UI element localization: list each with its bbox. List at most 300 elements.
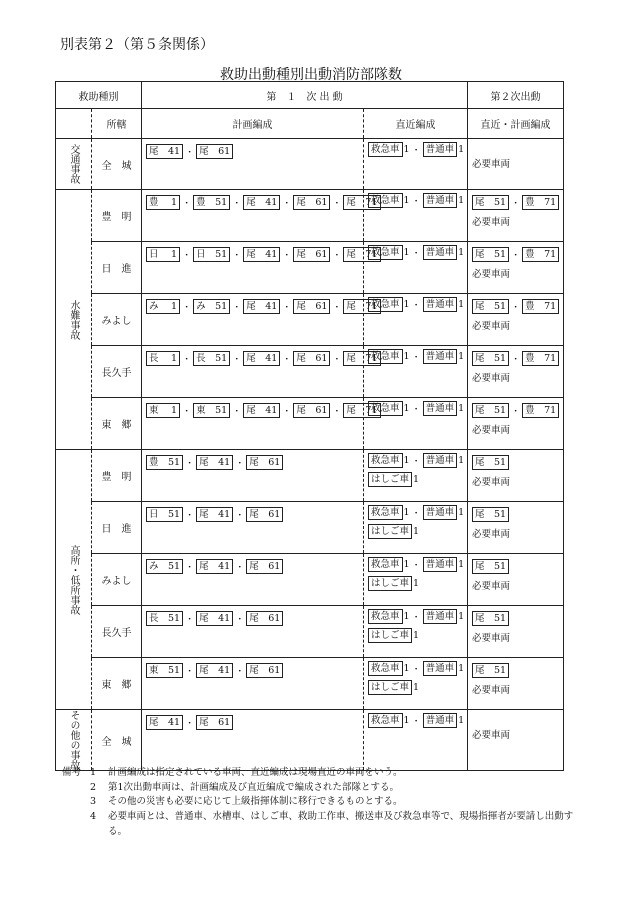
- vehicle-count: 1: [458, 611, 465, 622]
- unit-box: 尾 61: [246, 663, 283, 678]
- vehicle-count: 1: [458, 715, 465, 726]
- unit-box: 尾 41: [146, 715, 183, 730]
- unit-box: 尾 51: [472, 247, 509, 262]
- nearest-line: [368, 142, 463, 157]
- header-row-2: [56, 109, 564, 139]
- vehicle-box: 救急車: [368, 193, 403, 208]
- nearest-line: [368, 505, 463, 520]
- vehicle-count: 1: [403, 144, 410, 155]
- unit-box: 尾 41: [243, 195, 280, 210]
- vehicle-box: はしご車: [368, 680, 412, 695]
- nearest-cell: [364, 606, 468, 658]
- notes-row-1: [62, 766, 582, 781]
- unit-box: 豊 71: [522, 299, 559, 314]
- vehicle-box: はしご車: [368, 628, 412, 643]
- vehicle-count: 1: [458, 247, 465, 258]
- area-name: 日 進: [92, 242, 142, 294]
- required-vehicles: 必要車両: [472, 159, 511, 170]
- col-header-first: 第 １ 次 出 動: [142, 82, 468, 109]
- separator: ・: [182, 355, 192, 365]
- separator: ・: [182, 303, 192, 313]
- vehicle-box: 救急車: [368, 557, 403, 572]
- unit-box: 長 1: [146, 351, 180, 366]
- vehicle-box: 普通車: [423, 349, 458, 364]
- required-vehicles: 必要車両: [472, 633, 511, 644]
- notes-row-3: [62, 795, 582, 810]
- separator: ・: [511, 251, 521, 261]
- vehicle-box: 救急車: [368, 713, 403, 728]
- group-name: その他の事故: [68, 710, 79, 770]
- separator: ・: [235, 667, 245, 677]
- unit-box: 尾 61: [246, 507, 283, 522]
- table-row: [56, 398, 564, 450]
- nearest-cell: [364, 398, 468, 450]
- nearest-cell: [364, 658, 468, 710]
- separator: ・: [411, 301, 421, 311]
- required-vehicles: 必要車両: [472, 730, 511, 741]
- separator: ・: [235, 459, 245, 469]
- vehicle-box: 普通車: [423, 661, 458, 676]
- unit-box: み 51: [146, 559, 183, 574]
- table-row: [56, 242, 564, 294]
- nearest-line: [368, 472, 463, 487]
- required-vehicles: 必要車両: [472, 217, 511, 228]
- vehicle-box: 救急車: [368, 661, 403, 676]
- unit-box: 日 51: [193, 247, 230, 262]
- area-name: 東 郷: [92, 398, 142, 450]
- unit-box: 豊 71: [522, 195, 559, 210]
- separator: ・: [511, 355, 521, 365]
- vehicle-box: 普通車: [423, 401, 458, 416]
- unit-box: み 1: [146, 299, 180, 314]
- nearest-cell: [364, 242, 468, 294]
- plan-cell: [142, 139, 364, 190]
- notes-label: 備考: [62, 767, 82, 778]
- second-units: [472, 611, 559, 626]
- second-units: [472, 559, 559, 574]
- separator: ・: [182, 251, 192, 261]
- plan-units: [146, 663, 359, 678]
- unit-box: 尾 41: [243, 351, 280, 366]
- separator: ・: [511, 303, 521, 313]
- vehicle-box: 普通車: [423, 609, 458, 624]
- separator: ・: [282, 303, 292, 313]
- nearest-line: [368, 680, 463, 695]
- vehicle-box: 普通車: [423, 142, 458, 157]
- required-vehicles: 必要車両: [472, 321, 511, 332]
- separator: ・: [185, 719, 195, 729]
- second-units: [472, 195, 559, 210]
- vehicle-count: 1: [413, 474, 420, 485]
- table-row: [56, 346, 564, 398]
- table-row: [56, 554, 564, 606]
- note-text: 必要車両とは、普通車、水槽車、はしご車、救助工作車、搬送車及び救急車等で、現場指揮者が要請し出動する。: [108, 811, 574, 837]
- second-cell: [468, 710, 564, 771]
- vehicle-box: 普通車: [423, 297, 458, 312]
- separator: ・: [411, 405, 421, 415]
- second-cell: [468, 242, 564, 294]
- vehicle-count: 1: [458, 507, 465, 518]
- plan-cell: [142, 346, 378, 398]
- table-row: [56, 139, 564, 190]
- vehicle-count: 1: [403, 715, 410, 726]
- second-cell: [468, 450, 564, 502]
- required-vehicles: 必要車両: [472, 685, 511, 696]
- unit-box: 尾 71: [343, 403, 380, 418]
- vehicle-box: 救急車: [368, 349, 403, 364]
- area-name: 日 進: [92, 502, 142, 554]
- separator: ・: [332, 355, 342, 365]
- unit-box: 尾 61: [246, 455, 283, 470]
- group-name: 水難事故: [68, 299, 79, 340]
- separator: ・: [185, 667, 195, 677]
- vehicle-count: 1: [413, 526, 420, 537]
- vehicle-box: 救急車: [368, 297, 403, 312]
- separator: ・: [232, 303, 242, 313]
- unit-box: 豊 51: [193, 195, 230, 210]
- separator: ・: [411, 146, 421, 156]
- notes: [62, 766, 582, 840]
- nearest-cell: [364, 710, 468, 771]
- unit-box: 豊 1: [146, 195, 180, 210]
- plan-units: [146, 299, 378, 314]
- table-row: [56, 294, 564, 346]
- group-cell: [56, 450, 92, 710]
- table-row: [56, 190, 564, 242]
- second-cell: [468, 658, 564, 710]
- vehicle-count: 1: [413, 630, 420, 641]
- separator: ・: [411, 457, 421, 467]
- vehicle-count: 1: [403, 247, 410, 258]
- header-row-1: [56, 82, 564, 109]
- separator: ・: [185, 148, 195, 158]
- nearest-cell: [364, 294, 468, 346]
- vehicle-count: 1: [458, 351, 465, 362]
- vehicle-box: 普通車: [423, 713, 458, 728]
- separator: ・: [411, 717, 421, 727]
- table-row: [56, 450, 564, 502]
- second-units: [472, 247, 559, 262]
- second-units: [472, 299, 559, 314]
- vehicle-box: はしご車: [368, 472, 412, 487]
- required-vehicles: 必要車両: [472, 425, 511, 436]
- area-name: 全 城: [92, 710, 142, 771]
- col-header-second: 第２次出動: [468, 82, 564, 109]
- vehicle-box: 救急車: [368, 142, 403, 157]
- notes-row-2: [62, 781, 582, 796]
- unit-box: み 51: [193, 299, 230, 314]
- area-name: 長久手: [92, 346, 142, 398]
- second-cell: [468, 346, 564, 398]
- separator: ・: [232, 355, 242, 365]
- plan-units: [146, 247, 378, 262]
- note-number: 1: [90, 767, 97, 778]
- unit-box: 尾 41: [243, 247, 280, 262]
- required-vehicles: 必要車両: [472, 529, 511, 540]
- separator: ・: [185, 615, 195, 625]
- nearest-line: [368, 576, 463, 591]
- unit-box: 尾 51: [472, 195, 509, 210]
- unit-box: 尾 51: [472, 611, 509, 626]
- vehicle-box: はしご車: [368, 576, 412, 591]
- nearest-cell: [364, 346, 468, 398]
- plan-units: [146, 455, 359, 470]
- plan-cell: [142, 710, 364, 771]
- separator: ・: [511, 199, 521, 209]
- vehicle-count: 1: [403, 195, 410, 206]
- dispatch-table: [55, 81, 564, 771]
- vehicle-count: 1: [403, 507, 410, 518]
- plan-cell: [142, 294, 378, 346]
- required-vehicles: 必要車両: [472, 581, 511, 592]
- note-text: 第1次出動車両は、計画編成及び直近編成で編成された部隊とする。: [108, 781, 400, 793]
- required-vehicles: 必要車両: [472, 269, 511, 280]
- separator: ・: [332, 303, 342, 313]
- second-cell: [468, 606, 564, 658]
- vehicle-count: 1: [403, 559, 410, 570]
- plan-units: [146, 195, 378, 210]
- separator: ・: [232, 199, 242, 209]
- unit-box: 尾 61: [293, 403, 330, 418]
- unit-box: 尾 61: [196, 144, 233, 159]
- vehicle-count: 1: [403, 455, 410, 466]
- vehicle-box: はしご車: [368, 524, 412, 539]
- col-header-type: 救助種別: [56, 82, 142, 109]
- plan-cell: [142, 190, 378, 242]
- separator: ・: [235, 563, 245, 573]
- vehicle-box: 普通車: [423, 193, 458, 208]
- nearest-line: [368, 297, 463, 312]
- second-cell: [468, 294, 564, 346]
- separator: ・: [411, 509, 421, 519]
- plan-units: [146, 403, 378, 418]
- note-text: 計画編成は指定されている車両、直近編成は現場直近の車両をいう。: [108, 767, 403, 778]
- second-units: [472, 403, 559, 418]
- separator: ・: [411, 197, 421, 207]
- plan-cell: [142, 242, 378, 294]
- table-row: [56, 606, 564, 658]
- second-cell: [468, 139, 564, 190]
- unit-box: 尾 41: [196, 611, 233, 626]
- unit-box: 尾 71: [343, 299, 380, 314]
- separator: ・: [235, 615, 245, 625]
- unit-box: 尾 61: [293, 247, 330, 262]
- unit-box: 長 51: [193, 351, 230, 366]
- nearest-line: [368, 713, 463, 728]
- second-cell: [468, 190, 564, 242]
- unit-box: 尾 51: [472, 455, 509, 470]
- note-number: 3: [90, 796, 97, 808]
- unit-box: 尾 41: [196, 507, 233, 522]
- separator: ・: [232, 407, 242, 417]
- unit-box: 尾 61: [293, 351, 330, 366]
- vehicle-box: 救急車: [368, 401, 403, 416]
- plan-units: [146, 351, 378, 366]
- nearest-line: [368, 609, 463, 624]
- unit-box: 尾 41: [196, 559, 233, 574]
- plan-cell: [142, 398, 378, 450]
- nearest-cell: [364, 502, 468, 554]
- separator: ・: [332, 251, 342, 261]
- group-name: 交通事故: [68, 144, 79, 184]
- area-name: みよし: [92, 554, 142, 606]
- area-name: 東 郷: [92, 658, 142, 710]
- unit-box: 日 51: [146, 507, 183, 522]
- nearest-line: [368, 453, 463, 468]
- vehicle-count: 1: [458, 299, 465, 310]
- plan-units: [146, 611, 359, 626]
- vehicle-box: 救急車: [368, 453, 403, 468]
- unit-box: 尾 51: [472, 663, 509, 678]
- required-vehicles: 必要車両: [472, 373, 511, 384]
- note-number: 2: [90, 781, 97, 793]
- required-vehicles: 必要車両: [472, 477, 511, 488]
- plan-units: [146, 507, 359, 522]
- col-header-blank: [56, 109, 92, 139]
- vehicle-count: 1: [403, 351, 410, 362]
- vehicle-count: 1: [403, 403, 410, 414]
- col-header-second-sub: 直近・計画編成: [468, 109, 564, 139]
- unit-box: 尾 61: [246, 611, 283, 626]
- separator: ・: [185, 459, 195, 469]
- unit-box: 尾 71: [343, 351, 380, 366]
- group-name: 高所・低所事故: [68, 544, 79, 615]
- plan-cell: [142, 658, 364, 710]
- unit-box: 尾 71: [343, 247, 380, 262]
- nearest-cell: [364, 450, 468, 502]
- separator: ・: [511, 407, 521, 417]
- group-cell: [56, 710, 92, 771]
- separator: ・: [411, 249, 421, 259]
- unit-box: 尾 61: [196, 715, 233, 730]
- separator: ・: [282, 199, 292, 209]
- group-cell: [56, 190, 92, 450]
- vehicle-count: 1: [458, 403, 465, 414]
- plan-cell: [142, 606, 364, 658]
- separator: ・: [282, 251, 292, 261]
- separator: ・: [411, 665, 421, 675]
- unit-box: 尾 61: [293, 195, 330, 210]
- second-units: [472, 455, 559, 470]
- plan-cell: [142, 450, 364, 502]
- unit-box: 東 51: [193, 403, 230, 418]
- note-number: 4: [90, 811, 97, 823]
- area-name: 豊 明: [92, 190, 142, 242]
- vehicle-count: 1: [458, 455, 465, 466]
- nearest-line: [368, 557, 463, 572]
- vehicle-count: 1: [458, 144, 465, 155]
- vehicle-box: 救急車: [368, 609, 403, 624]
- area-name: 全 城: [92, 139, 142, 190]
- unit-box: 豊 71: [522, 351, 559, 366]
- separator: ・: [232, 251, 242, 261]
- appendix-header: 別表第２（第５条関係）: [60, 37, 214, 53]
- unit-box: 長 51: [146, 611, 183, 626]
- vehicle-count: 1: [413, 682, 420, 693]
- vehicle-count: 1: [403, 663, 410, 674]
- vehicle-count: 1: [458, 663, 465, 674]
- notes-row-4: [62, 810, 582, 839]
- col-header-jurisdiction: 所轄: [92, 109, 142, 139]
- unit-box: 尾 41: [243, 299, 280, 314]
- plan-units: [146, 715, 359, 730]
- separator: ・: [332, 199, 342, 209]
- unit-box: 尾 41: [243, 403, 280, 418]
- unit-box: 尾 41: [146, 144, 183, 159]
- area-name: 豊 明: [92, 450, 142, 502]
- separator: ・: [411, 353, 421, 363]
- nearest-line: [368, 245, 463, 260]
- plan-cell: [142, 502, 364, 554]
- area-name: みよし: [92, 294, 142, 346]
- area-name: 長久手: [92, 606, 142, 658]
- vehicle-box: 普通車: [423, 505, 458, 520]
- table-row: [56, 710, 564, 771]
- second-cell: [468, 398, 564, 450]
- group-cell: [56, 139, 92, 190]
- second-units: [472, 507, 559, 522]
- unit-box: 尾 41: [196, 455, 233, 470]
- vehicle-box: 救急車: [368, 505, 403, 520]
- second-cell: [468, 502, 564, 554]
- unit-box: 日 1: [146, 247, 180, 262]
- separator: ・: [411, 613, 421, 623]
- nearest-line: [368, 524, 463, 539]
- unit-box: 尾 41: [196, 663, 233, 678]
- vehicle-count: 1: [458, 559, 465, 570]
- note-text: その他の災害も必要に応じて上級指揮体制に移行できるものとする。: [108, 796, 403, 808]
- vehicle-count: 1: [403, 611, 410, 622]
- nearest-cell: [364, 190, 468, 242]
- unit-box: 豊 51: [146, 455, 183, 470]
- table-title: 救助出動種別出動消防部隊数: [220, 67, 402, 83]
- unit-box: 尾 71: [343, 195, 380, 210]
- vehicle-count: 1: [458, 195, 465, 206]
- unit-box: 尾 61: [246, 559, 283, 574]
- col-header-plan: 計画編成: [142, 109, 364, 139]
- nearest-cell: [364, 554, 468, 606]
- separator: ・: [282, 355, 292, 365]
- unit-box: 尾 51: [472, 299, 509, 314]
- second-cell: [468, 554, 564, 606]
- separator: ・: [332, 407, 342, 417]
- unit-box: 尾 51: [472, 403, 509, 418]
- col-header-nearest: 直近編成: [364, 109, 468, 139]
- separator: ・: [235, 511, 245, 521]
- separator: ・: [411, 561, 421, 571]
- table-row: [56, 658, 564, 710]
- unit-box: 尾 61: [293, 299, 330, 314]
- nearest-line: [368, 628, 463, 643]
- vehicle-box: 救急車: [368, 245, 403, 260]
- plan-cell: [142, 554, 364, 606]
- unit-box: 尾 51: [472, 559, 509, 574]
- vehicle-box: 普通車: [423, 453, 458, 468]
- second-units: [472, 351, 559, 366]
- separator: ・: [282, 407, 292, 417]
- nearest-line: [368, 193, 463, 208]
- unit-box: 東 1: [146, 403, 180, 418]
- vehicle-box: 普通車: [423, 557, 458, 572]
- unit-box: 尾 51: [472, 351, 509, 366]
- vehicle-box: 普通車: [423, 245, 458, 260]
- nearest-line: [368, 661, 463, 676]
- separator: ・: [185, 563, 195, 573]
- nearest-line: [368, 349, 463, 364]
- unit-box: 東 51: [146, 663, 183, 678]
- second-units: [472, 663, 559, 678]
- vehicle-count: 1: [403, 299, 410, 310]
